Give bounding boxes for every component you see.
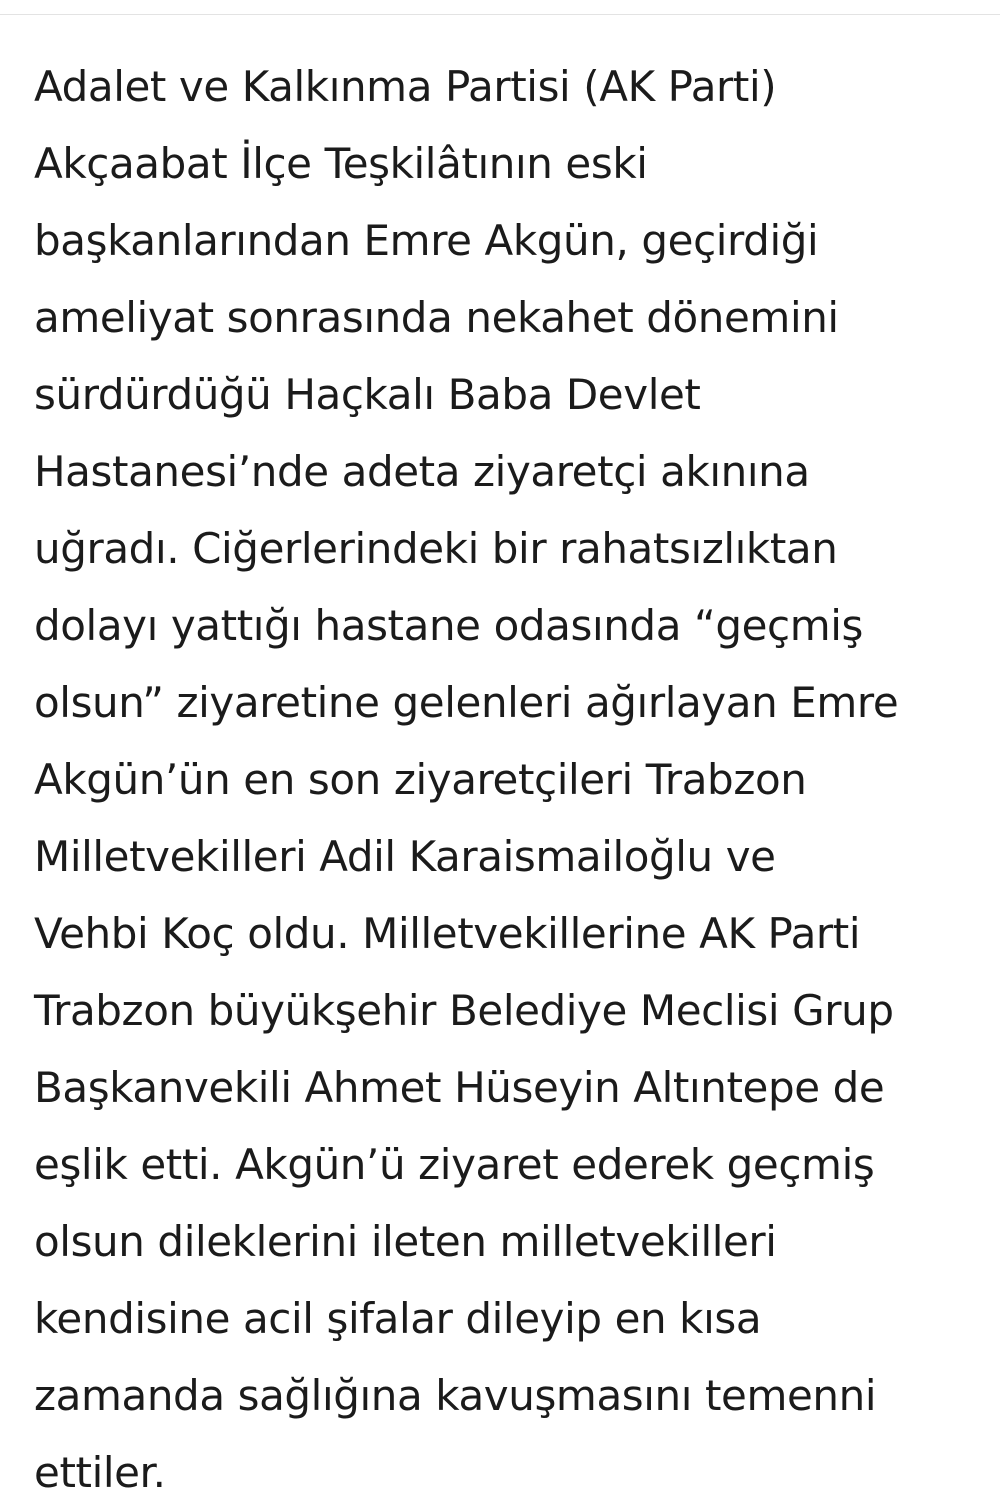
article-line: Trabzon büyükşehir Belediye Meclisi Grup <box>34 986 894 1035</box>
article-line: Adalet ve Kalkınma Partisi (AK Parti) <box>34 62 777 111</box>
article-line: zamanda sağlığına kavuşmasını temenni <box>34 1371 877 1420</box>
article-line: Başkanvekili Ahmet Hüseyin Altıntepe de <box>34 1063 885 1112</box>
article-line: Milletvekilleri Adil Karaismailoğlu ve <box>34 832 776 881</box>
article-line: olsun” ziyaretine gelenleri ağırlayan Emre <box>34 678 899 727</box>
article-line: uğradı. Ciğerlerindeki bir rahatsızlıktan <box>34 524 838 573</box>
article-line: ameliyat sonrasında nekahet dönemini <box>34 293 839 342</box>
article-body <box>34 48 984 1511</box>
top-divider <box>0 0 1000 15</box>
article-line: olsun dileklerini ileten milletvekilleri <box>34 1217 777 1266</box>
article-line: dolayı yattığı hastane odasında “geçmiş <box>34 601 863 650</box>
article-line: Vehbi Koç oldu. Milletvekillerine AK Parti <box>34 909 861 958</box>
article-line: Akgün’ün en son ziyaretçileri Trabzon <box>34 755 807 804</box>
article-line: kendisine acil şifalar dileyip en kısa <box>34 1294 762 1343</box>
article-line: başkanlarından Emre Akgün, geçirdiği <box>34 216 819 265</box>
article-line: ettiler. <box>34 1448 166 1497</box>
article-line: Hastanesi’nde adeta ziyaretçi akınına <box>34 447 810 496</box>
article-line: Akçaabat İlçe Teşkilâtının eski <box>34 139 648 188</box>
article-line: sürdürdüğü Haçkalı Baba Devlet <box>34 370 701 419</box>
article-line: eşlik etti. Akgün’ü ziyaret ederek geçmiş <box>34 1140 875 1189</box>
